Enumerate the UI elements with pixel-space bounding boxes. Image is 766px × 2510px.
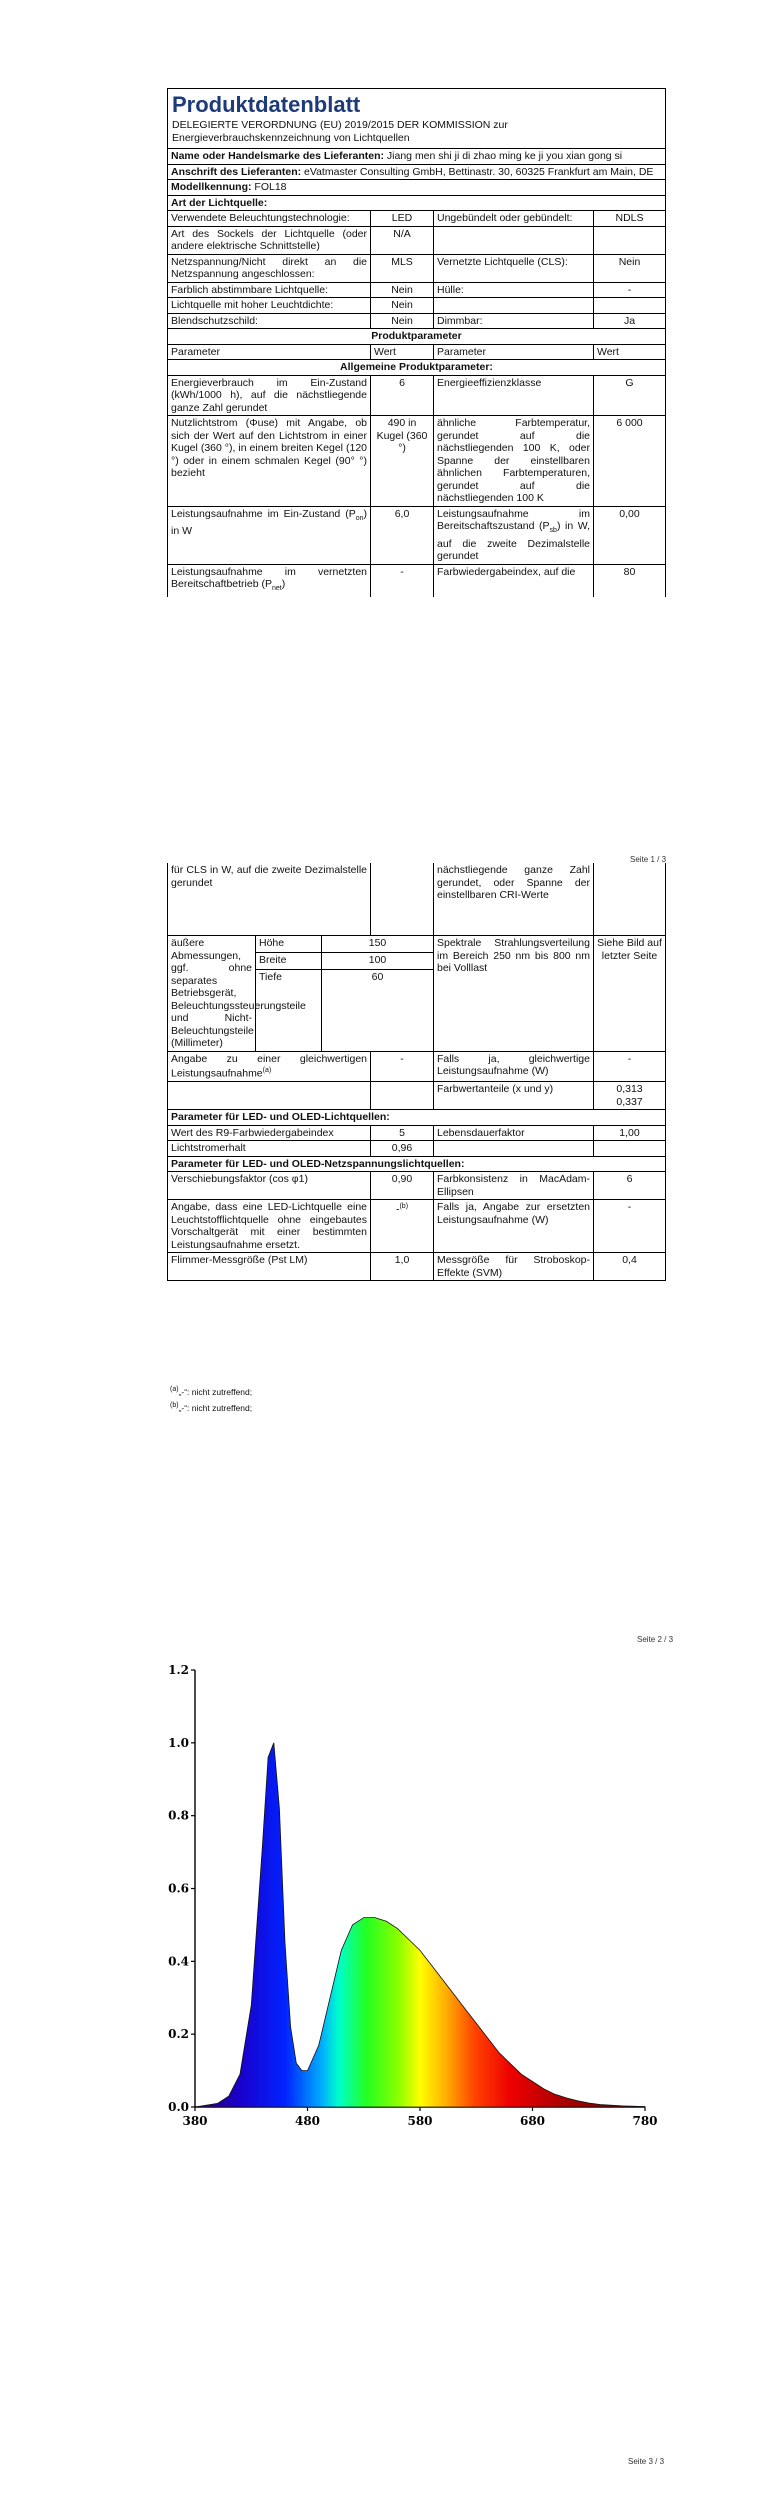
empty-cell: [434, 1141, 594, 1156]
address-label: Anschrift des Lieferanten:: [171, 165, 302, 178]
y-tick-label: 0.2: [168, 2027, 189, 2042]
pon-label: [168, 507, 371, 564]
y-tick-label: 1.0: [168, 1735, 189, 1750]
chromaticity-label: Farbwertanteile (x und y): [434, 1082, 594, 1109]
params-heading-row: [168, 329, 665, 345]
replace-value: [371, 1200, 434, 1252]
empty-cell: [371, 1082, 434, 1109]
param-row-continued: [168, 863, 665, 936]
macadam-label: Farbkonsistenz in MacAdam-Ellipsen: [434, 1172, 594, 1199]
energy-value: 6: [371, 376, 434, 416]
svm-value: 0,4: [622, 1254, 637, 1266]
model-row: [168, 180, 665, 196]
param-row: [168, 507, 665, 565]
spectral-label: Spektrale Strahlungsverteilung im Bereich 250 nm bis 800 nm bei Volllast: [434, 936, 594, 1051]
led-heading-row: [168, 1110, 665, 1126]
chromaticity-y: 0,337: [616, 1095, 643, 1108]
flux-label: Nutzlichtstrom (Φuse) mit Angabe, ob sich der Wert auf den Lichtstrom in einer Kugel (360 °), in einem breiten Kegel (120 °) oder in einem schmalen Kegel (90° °) bezieht: [168, 416, 371, 506]
cri-label-continued: nächstliegende ganze Zahl gerundet, oder Spanne der einstellbaren CRI-Werte: [434, 863, 594, 935]
x-tick-label: 580: [407, 2114, 433, 2128]
params-column-header: [168, 345, 665, 361]
supplier-name-row: [168, 149, 665, 165]
param-row: [168, 1126, 665, 1142]
param-row: [168, 376, 665, 417]
pnet-label-text: ): [281, 578, 286, 591]
dimension-row: [256, 936, 433, 953]
energy-class-label: Energieeffizienzklasse: [434, 376, 594, 416]
depth-label: Tiefe: [256, 970, 322, 1051]
model-label: Modellkennung:: [171, 181, 252, 193]
footnotes: [170, 1383, 252, 1415]
led-heading: Parameter für LED- und OLED-Lichtquellen:: [171, 1111, 390, 1123]
mains-heading-row: [168, 1157, 665, 1173]
footnote-marker: (a): [262, 1067, 272, 1074]
general-heading-row: [168, 360, 665, 376]
x-tick-label: 480: [294, 2114, 321, 2128]
param-row: [168, 1082, 665, 1110]
type-label: Verwendete Beleuchtungstechnologie:: [168, 211, 371, 226]
flicker-value: 1,0: [371, 1253, 434, 1280]
page-number: Seite 1 / 3: [630, 855, 667, 864]
regulation-subtitle: DELEGIERTE VERORDNUNG (EU) 2019/2015 DER KOMMISSION zur Energieverbrauchskennzeichnung von Lichtquellen: [168, 118, 665, 149]
mains-heading: Parameter für LED- und OLED-Netzspannungslichtquellen:: [171, 1157, 465, 1170]
supplier-name-value: Jiang men shi ji di zhao ming ke ji you xian gong si: [386, 150, 623, 162]
cri-label: Farbwiedergabeindex, auf die: [434, 565, 594, 597]
column-header: Wert: [597, 345, 619, 358]
power-factor-value: 0,90: [371, 1172, 434, 1199]
x-tick-label: 380: [182, 2114, 208, 2128]
type-label: Dimmbar:: [434, 314, 594, 329]
footnote-a: [170, 1383, 252, 1399]
dimensions-label: äußere Abmessungen, ggf. ohne separates Betriebsgerät, Beleuchtungssteuerungsteile und Nicht-Beleuchtungsteile (Millimeter): [168, 936, 256, 1051]
spectral-distribution-chart: [165, 1660, 665, 2140]
spectral-value: Siehe Bild auf letzter Seite: [597, 937, 662, 962]
power-factor-label: Verschiebungsfaktor (cos φ1): [168, 1172, 371, 1199]
type-label: Lichtquelle mit hoher Leuchtdichte:: [168, 298, 371, 313]
pnet-label-subscript: net: [271, 585, 282, 593]
param-row: [168, 565, 665, 597]
y-tick-label: 0.0: [168, 2100, 189, 2114]
footnote-text: „-“: nicht zutreffend;: [178, 1386, 253, 1397]
equiv-yes-label: Falls ja, gleichwertige Leistungsaufnahme (W): [434, 1052, 594, 1082]
chromaticity-values: [594, 1082, 665, 1109]
y-tick-label: 0.4: [168, 1954, 189, 1969]
y-tick-label: 0.8: [168, 1808, 189, 1823]
type-label: Art des Sockels der Lichtquelle (oder andere elektrische Schnittstelle): [168, 227, 371, 254]
type-label: Ungebündelt oder gebündelt:: [434, 211, 594, 226]
type-row: [168, 298, 665, 314]
type-row: [168, 255, 665, 283]
type-label: [434, 298, 594, 313]
page-number: Seite 2 / 3: [637, 1635, 674, 1644]
width-label: Breite: [256, 953, 322, 969]
cri-value: 80: [623, 565, 636, 578]
column-header: Wert: [371, 345, 434, 360]
pnet-label: [168, 565, 371, 597]
replace-label: Angabe, dass eine LED-Lichtquelle eine Leuchtstofflichtquelle ohne eingebautes Vorschaltgerät mit einer bestimmten Leistungsaufnahme ersetzt.: [168, 1200, 371, 1252]
lifetime-value: 1,00: [619, 1126, 640, 1139]
pnet-label-text: Leistungsaufnahme im vernetzten Bereitschaftbetrieb (P: [171, 565, 367, 591]
x-tick-label: 680: [519, 2114, 546, 2128]
type-row: [168, 283, 665, 299]
pon-label-text: Leistungsaufnahme im Ein-Zustand (P: [171, 507, 356, 520]
empty-cell: [594, 863, 665, 935]
type-label: Blendschutzschild:: [168, 314, 371, 329]
equiv-label: [168, 1052, 371, 1082]
chart-plot-area: [195, 1743, 645, 2107]
dimensions-row: [168, 936, 665, 1052]
flicker-label: Flimmer-Messgröße (Pst LM): [168, 1253, 371, 1280]
sheet-title: Produktdatenblatt: [172, 92, 361, 117]
model-value: FOL18: [254, 181, 287, 193]
param-row: [168, 1141, 665, 1157]
width-value: 100: [368, 954, 387, 966]
empty-cell: [594, 1141, 665, 1156]
type-row: [168, 211, 665, 227]
psb-label: [434, 507, 594, 564]
footnote-marker: (b): [170, 1401, 179, 1409]
height-value: 150: [368, 937, 387, 949]
replace-yes-value: -: [627, 1201, 632, 1213]
general-heading: Allgemeine Produktparameter:: [340, 361, 493, 373]
param-row: [168, 1200, 665, 1253]
type-value: Nein: [371, 298, 434, 313]
equiv-value: -: [371, 1052, 434, 1082]
type-value: -: [627, 283, 632, 296]
psb-label-text: ) in W, auf die zweite Dezimalstelle gerundet: [437, 520, 590, 563]
y-tick-label: 0.6: [168, 1881, 189, 1896]
psb-value: 0,00: [619, 507, 640, 520]
type-value: N/A: [371, 227, 434, 254]
type-value: [594, 298, 665, 313]
type-value: Nein: [371, 283, 434, 298]
type-value: LED: [371, 211, 434, 226]
x-tick-label: 780: [632, 2114, 658, 2128]
svm-label: Messgröße für Stroboskop-Effekte (SVM): [434, 1253, 594, 1280]
type-label: Vernetzte Lichtquelle (CLS):: [434, 255, 594, 282]
pon-label-text: ) in W: [171, 507, 367, 538]
param-row: [168, 416, 665, 507]
empty-cell: [371, 863, 434, 935]
type-label: [434, 227, 594, 254]
type-value: Ja: [623, 314, 636, 327]
empty-cell: [168, 1082, 371, 1109]
energy-class-value: G: [625, 376, 634, 389]
footnote-marker: (a): [170, 1386, 179, 1393]
param-row: [168, 1253, 665, 1281]
type-value: Nein: [618, 255, 641, 268]
type-label: Farblich abstimmbare Lichtquelle:: [168, 283, 371, 298]
spectrum-area: [195, 1743, 645, 2107]
pon-value: 6,0: [371, 507, 434, 564]
macadam-value: 6: [626, 1173, 633, 1185]
maintenance-value: 0,96: [371, 1141, 434, 1156]
type-heading-row: [168, 196, 665, 212]
type-label: Netzspannung/Nicht direkt an die Netzspannung angeschlossen:: [168, 255, 371, 282]
r9-label: Wert des R9-Farbwiedergabeindex: [168, 1126, 371, 1141]
supplier-address-row: [168, 165, 665, 181]
pon-label-subscript: on: [355, 514, 364, 522]
cct-value: 6 000: [616, 417, 643, 429]
footnote-marker: (b): [399, 1203, 409, 1210]
type-value: MLS: [371, 255, 434, 282]
lifetime-label: Lebensdauerfaktor: [434, 1126, 594, 1141]
param-row: [168, 1172, 665, 1200]
type-row: [168, 227, 665, 255]
footnote-b: [170, 1399, 252, 1415]
param-row: [168, 1052, 665, 1083]
dimensions-values: [256, 936, 433, 1051]
type-heading: Art der Lichtquelle:: [171, 196, 268, 209]
dimensions-block: [168, 936, 434, 1051]
dimension-row: [256, 970, 433, 1051]
address-value: eVatmaster Consulting GmbH, Bettinastr. 30, 60325 Frankfurt am Main, DE: [304, 165, 654, 178]
flux-value: 490 in Kugel (360 °): [371, 416, 434, 506]
footnote-text: „-“: nicht zutreffend;: [178, 1402, 253, 1413]
psb-label-subscript: sb: [549, 527, 557, 535]
dimension-row: [256, 953, 433, 970]
pnet-label-continued: für CLS in W, auf die zweite Dezimalstelle gerundet: [168, 863, 371, 935]
chromaticity-x: 0,313: [616, 1083, 643, 1095]
maintenance-label: Lichtstromerhalt: [168, 1141, 371, 1156]
datasheet-page-2: [167, 863, 666, 1281]
type-row: [168, 314, 665, 330]
energy-label: Energieverbrauch im Ein-Zustand (kWh/1000 h), auf die nächstliegende ganze Zahl gerundet: [168, 376, 371, 416]
type-label: Hülle:: [434, 283, 594, 298]
height-label: Höhe: [256, 936, 322, 952]
datasheet-page-1: [167, 88, 666, 597]
page-number: Seite 3 / 3: [628, 2457, 665, 2466]
params-heading: Produktparameter: [371, 330, 462, 342]
column-header: Parameter: [168, 345, 371, 360]
replace-yes-label: Falls ja, Angabe zur ersetzten Leistungsaufnahme (W): [434, 1200, 594, 1252]
cct-label: ähnliche Farbtemperatur, gerundet auf die nächstliegenden 100 K, oder Spanne der einstellbaren ähnlichen Farbtemperaturen, gerundet auf die nächstliegenden 100 K: [434, 416, 594, 506]
psb-label-text: Leistungsaufnahme im Bereitschaftszustand (P: [437, 507, 590, 532]
pnet-value: -: [371, 565, 434, 597]
type-value: Nein: [371, 314, 434, 329]
type-value: [594, 227, 665, 254]
equiv-label-text: Angabe zu einer gleichwertigen Leistungsaufnahme: [171, 1052, 367, 1080]
equiv-yes-value: -: [627, 1052, 632, 1065]
supplier-name-label: Name oder Handelsmarke des Lieferanten:: [171, 150, 384, 162]
y-tick-label: 1.2: [168, 1663, 189, 1677]
depth-value: 60: [371, 971, 384, 983]
type-value: NDLS: [615, 212, 644, 224]
r9-value: 5: [371, 1126, 434, 1141]
replace-value-text: -: [395, 1203, 400, 1216]
column-header: Parameter: [434, 345, 594, 360]
